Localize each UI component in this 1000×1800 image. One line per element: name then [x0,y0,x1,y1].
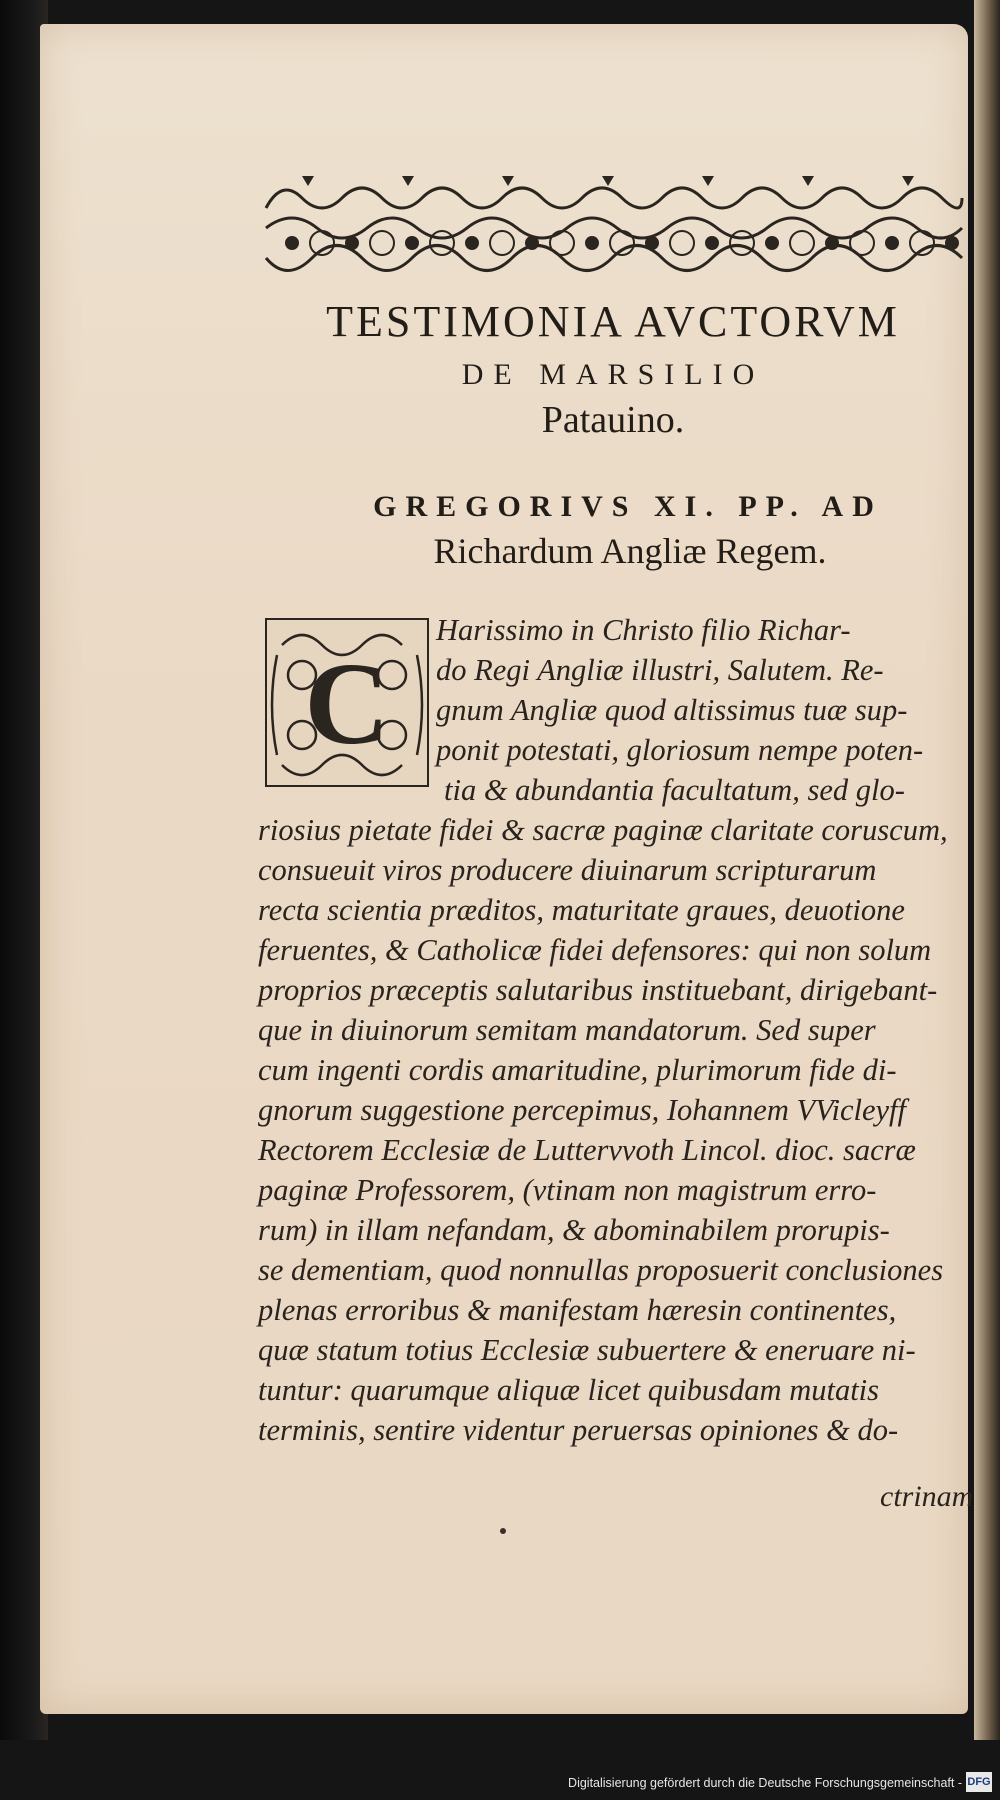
text-line: riosius pietate fidei & sacræ paginæ claritate coruscum, [258,813,948,847]
drop-cap-letter: C [304,638,390,769]
text-line: que in diuinorum semitam mandatorum. Sed super [258,1013,876,1047]
body-text [258,610,970,1450]
catchword: ctrinam [880,1480,974,1513]
page-subtitle: DE MARSILIO [461,358,765,391]
page-mark [500,1528,506,1534]
text-line: ponit potestati, gloriosum nempe poten- [436,733,924,767]
text-line: cum ingenti cordis amaritudine, plurimorum fide di- [258,1053,897,1087]
text-line: feruentes, & Catholicæ fidei defensores: qui non solum [258,933,932,967]
text-line: terminis, sentire videntur peruersas opiniones & do- [258,1413,899,1447]
text-line: rum) in illam nefandam, & abominabilem prorupis- [258,1213,890,1247]
text-line: do Regi Angliæ illustri, Salutem. Re- [436,653,884,687]
text-line: tia & abundantia facultatum, sed glo- [444,773,905,807]
text-line: plenas erroribus & manifestam hæresin continentes, [258,1293,897,1327]
text-line: tuntur: quarumque aliquæ licet quibusdam mutatis [258,1373,880,1407]
text-line: proprios præceptis salutaribus instituebant, dirigebant- [258,973,938,1007]
section-heading: GREGORIVS XI. PP. AD [373,490,883,523]
section-subheading: Richardum Angliæ Regem. [433,531,827,571]
dfg-logo-icon: DFG [966,1772,992,1792]
ornamental-headpiece [262,168,964,286]
page-title: TESTIMONIA AVCTORVM [326,297,900,346]
text-line: gnum Angliæ quod altissimus tuæ sup- [436,693,908,727]
text-line: Harissimo in Christo filio Richar- [436,613,851,647]
text-line: recta scientia præditos, maturitate graues, deuotione [258,893,905,927]
text-line: gnorum suggestione percepimus, Iohannem VVicleyff [258,1093,906,1127]
footer-credit: Digitalisierung gefördert durch die Deutsche Forschungsgemeinschaft - [568,1776,962,1790]
text-line: se dementiam, quod nonnullas proposuerit conclusiones [258,1253,944,1287]
text-line: consueuit viros producere diuinarum scripturarum [258,853,877,887]
text-line: paginæ Professorem, (vtinam non magistrum erro- [258,1173,877,1207]
page-edge [974,0,1000,1740]
text-line: Rectorem Ecclesiæ de Luttervvoth Lincol. dioc. sacræ [258,1133,916,1167]
text-line: quæ statum totius Ecclesiæ subuertere & eneruare ni- [258,1333,916,1367]
page-subtitle-line: Patauino. [541,399,685,441]
